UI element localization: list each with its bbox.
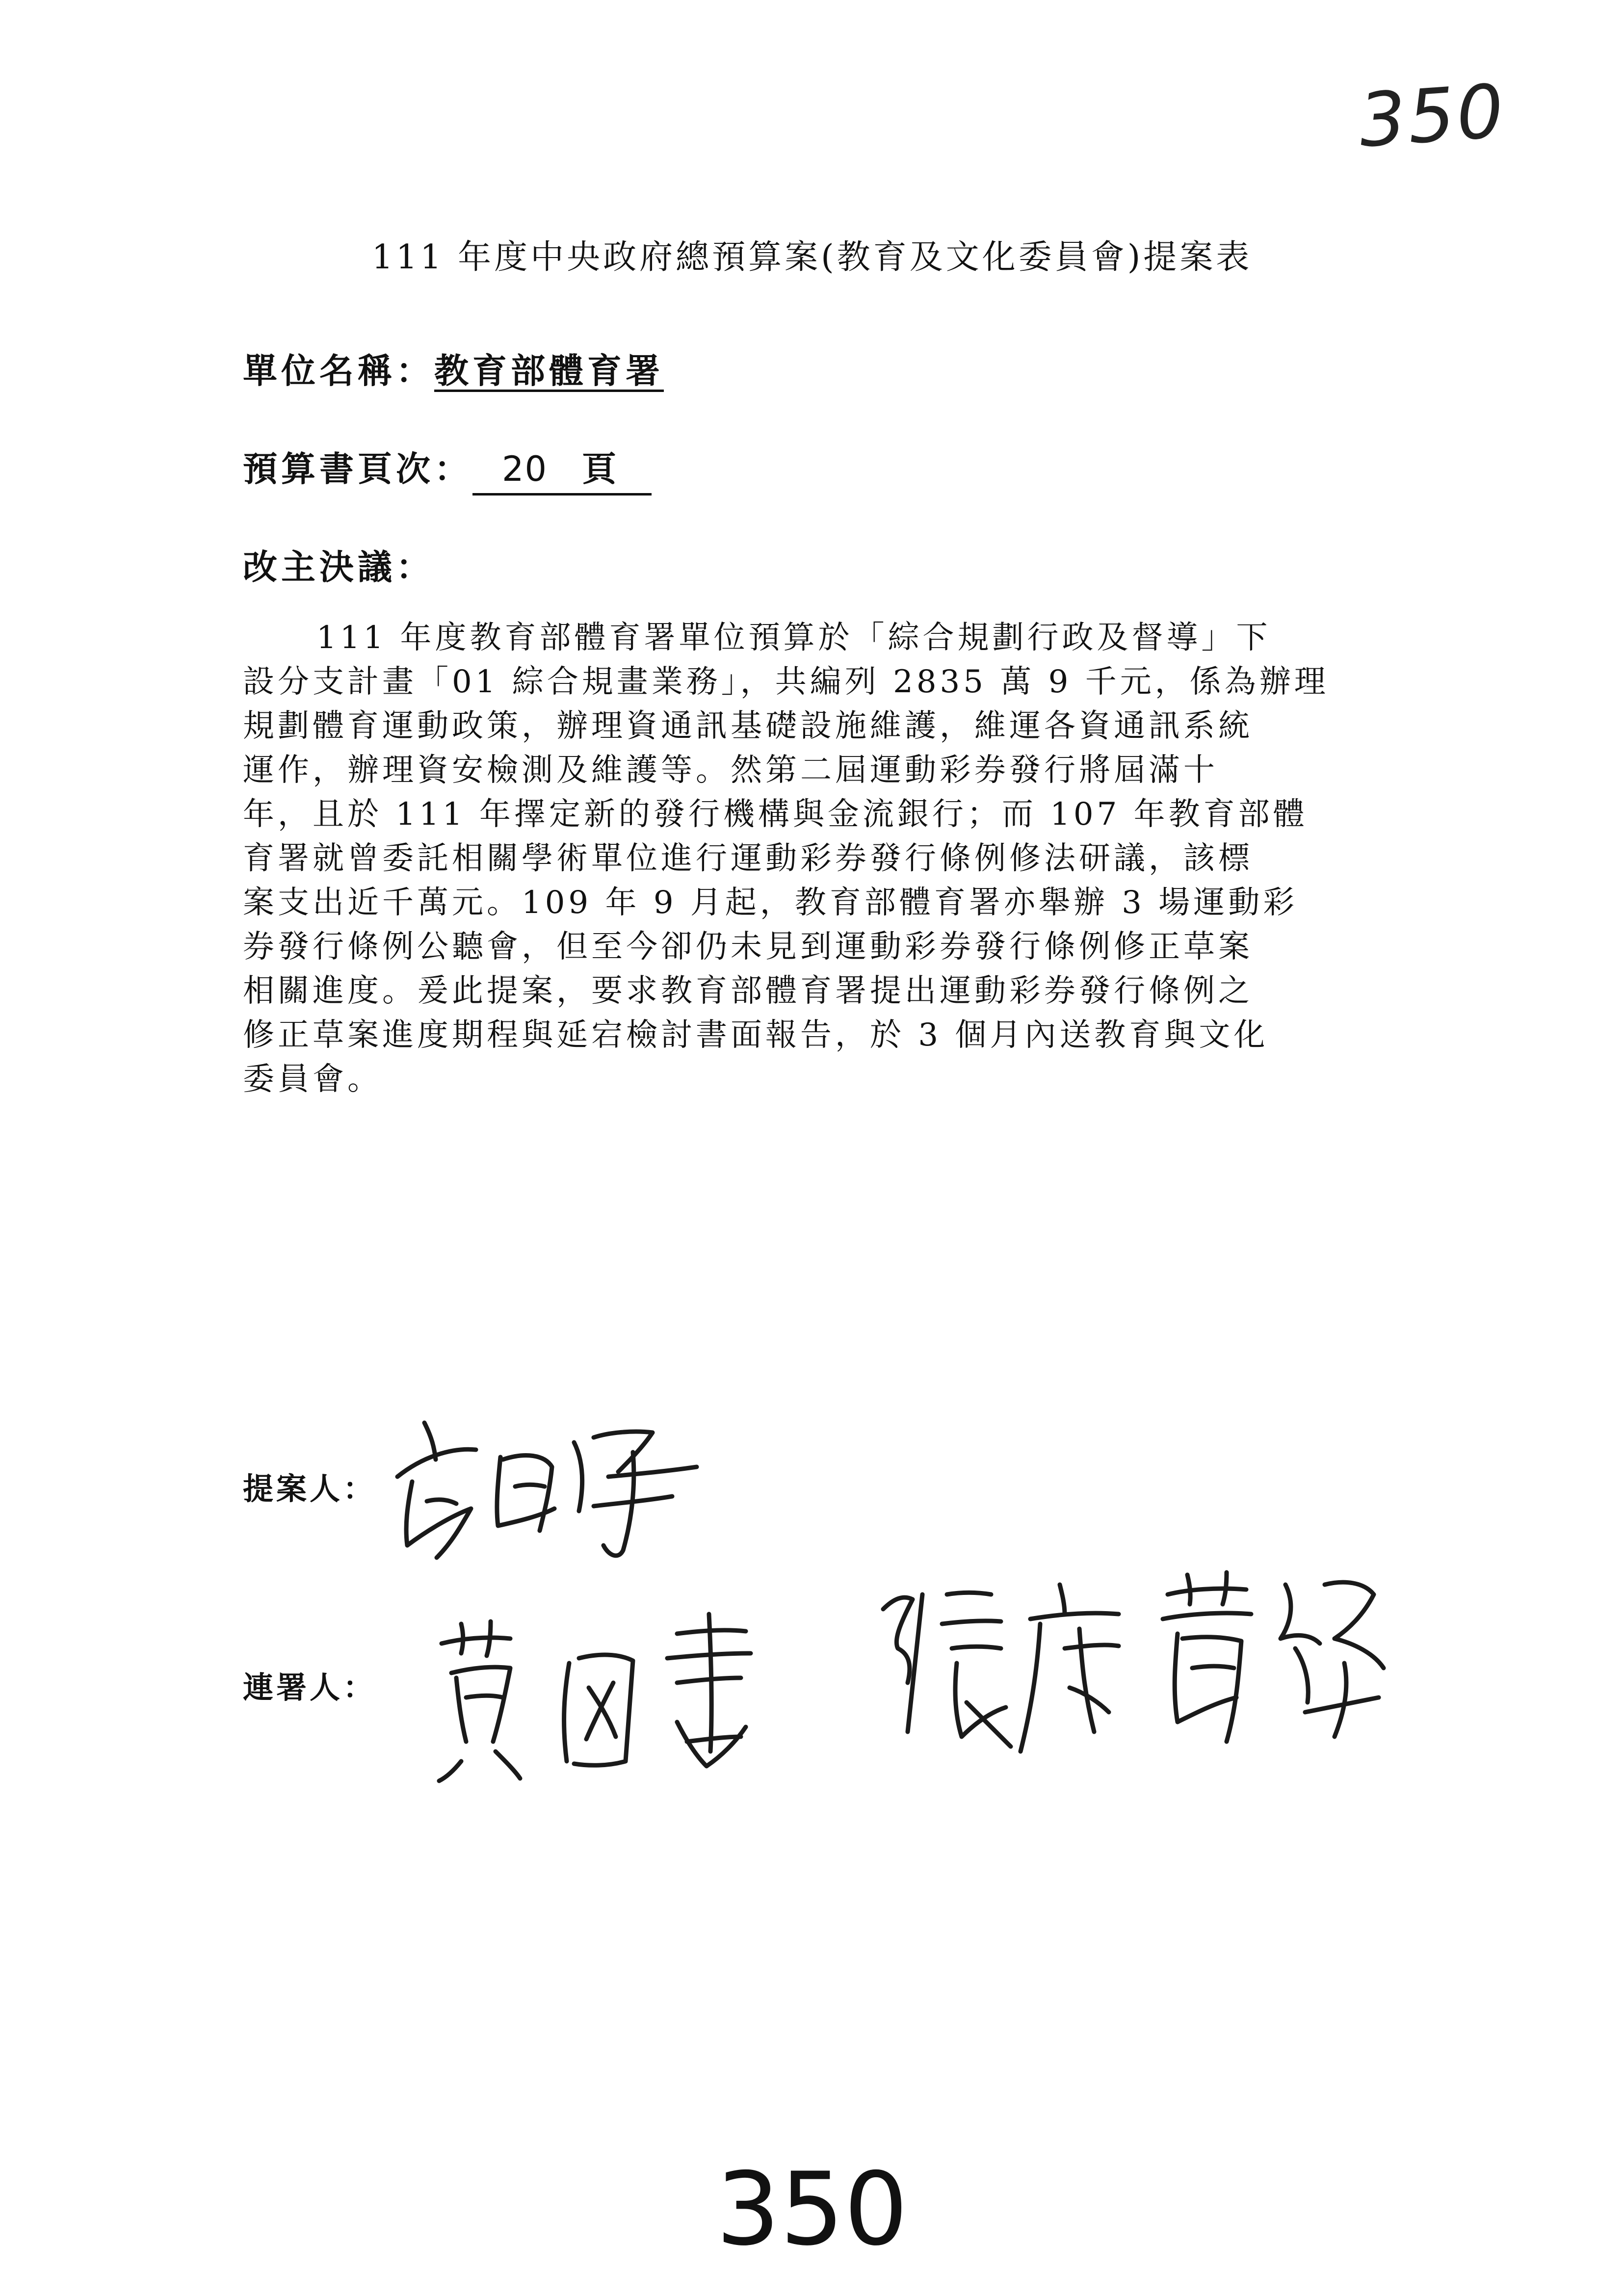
cosigner-signature-1 — [432, 1604, 765, 1786]
resolution-body — [243, 616, 1362, 1101]
cosigner-signature-2 — [864, 1565, 1403, 1771]
body-line: 券發行條例公聽會，但至今卻仍未見到運動彩券發行條例修正草案 — [243, 929, 1253, 965]
unit-name-label: 單位名稱： — [243, 350, 434, 391]
body-line: 案支出近千萬元。109 年 9 月起，教育部體育署亦舉辦 3 場運動彩 — [243, 885, 1298, 921]
body-line: 規劃體育運動政策，辦理資通訊基礎設施維護，維運各資通訊系統 — [243, 708, 1253, 744]
budget-page-unit: 頁 — [582, 448, 618, 489]
cosigner-label: 連署人： — [243, 1670, 377, 1705]
unit-name-field — [243, 343, 664, 393]
budget-page-label: 預算書頁次： — [243, 448, 472, 489]
footer-page-number: 350 — [716, 2151, 908, 2268]
unit-name-value: 教育部體育署 — [434, 350, 664, 391]
body-line: 修正草案進度期程與延宕檢討書面報告，於 3 個月內送教育與文化 — [243, 1017, 1269, 1053]
body-line: 111 年度教育部體育署單位預算於「綜合規劃行政及督導」下 — [316, 620, 1271, 656]
body-line: 育署就曾委託相關學術單位進行運動彩券發行條例修法研議，該標 — [243, 840, 1253, 877]
budget-page-number: 20 — [502, 449, 548, 489]
body-line: 年，且於 111 年擇定新的發行機構與金流銀行；而 107 年教育部體 — [243, 796, 1308, 833]
body-line: 相關進度。爰此提案，要求教育部體育署提出運動彩券發行條例之 — [243, 973, 1253, 1009]
document-title: 111 年度中央政府總預算案(教育及文化委員會)提案表 — [371, 238, 1253, 277]
proposer-signature — [378, 1403, 731, 1570]
body-line: 委員會。 — [243, 1061, 382, 1097]
budget-page-field — [243, 442, 652, 496]
budget-page-number-underline — [472, 442, 652, 496]
proposer-label: 提案人： — [243, 1471, 377, 1507]
resolution-label: 改主決議： — [243, 547, 434, 587]
body-line: 設分支計畫「01 綜合規畫業務」，共編列 2835 萬 9 千元，係為辦理 — [243, 664, 1329, 700]
handwritten-page-number: 350 — [1356, 68, 1509, 164]
body-line: 運作，辦理資安檢測及維護等。然第二屆運動彩券發行將屆滿十 — [243, 752, 1218, 788]
